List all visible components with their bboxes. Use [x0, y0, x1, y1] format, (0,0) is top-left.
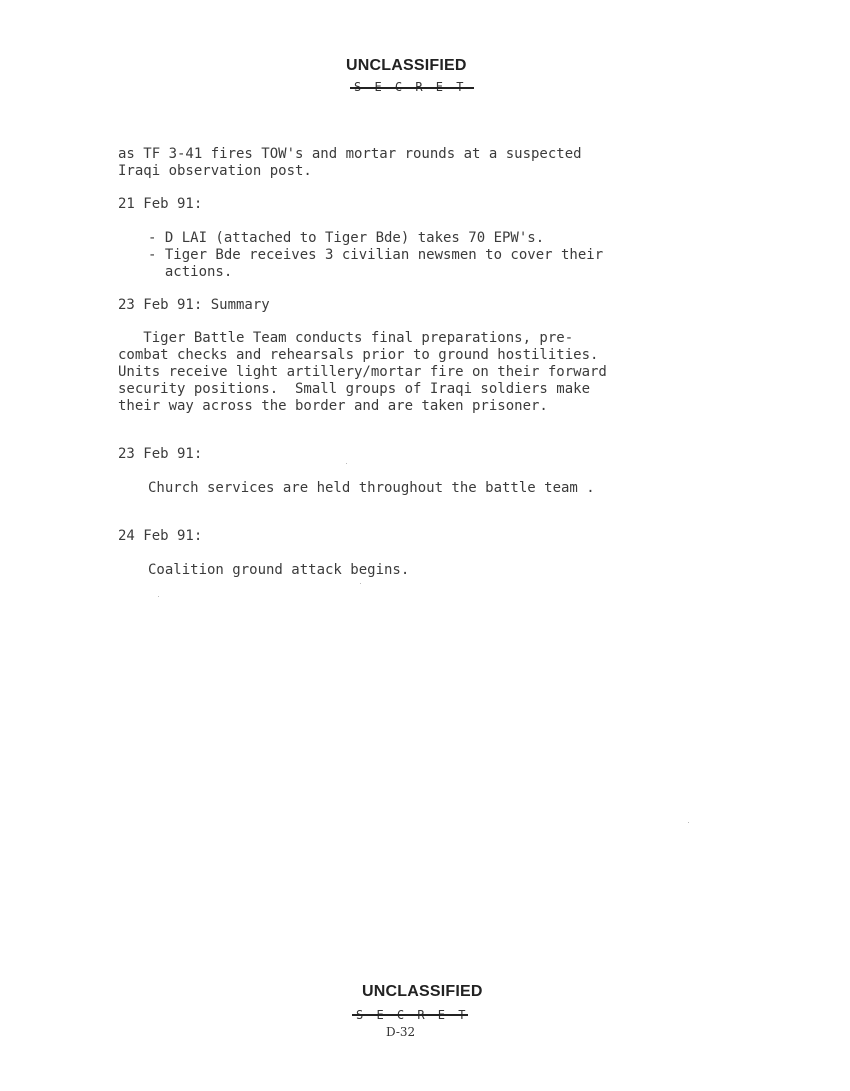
- header-classification: UNCLASSIFIED: [346, 57, 467, 74]
- summary-line-4: security positions. Small groups of Iraqi soldiers make: [118, 381, 591, 397]
- scan-speck: [688, 822, 689, 823]
- entry-23feb-date: 23 Feb 91:: [118, 446, 203, 462]
- entry-23feb-summary-date: 23 Feb 91: Summary: [118, 297, 270, 313]
- entry-21feb-bullet-1: - D LAI (attached to Tiger Bde) takes 70 EPW's.: [148, 230, 545, 246]
- entry-21feb-date: 21 Feb 91:: [118, 196, 203, 212]
- summary-line-1: Tiger Battle Team conducts final preparations, pre-: [118, 330, 574, 346]
- scan-speck: [360, 583, 361, 584]
- scan-speck: [158, 596, 159, 597]
- entry-21feb-bullet-2-line-2: actions.: [148, 264, 233, 280]
- scan-speck: [346, 463, 347, 464]
- header-strikethrough-line: [350, 87, 474, 89]
- entry-21feb-bullet-2-line-1: - Tiger Bde receives 3 civilian newsmen to cover their: [148, 247, 604, 263]
- footer-classification: UNCLASSIFIED: [362, 983, 483, 1000]
- intro-line-2: Iraqi observation post.: [118, 163, 312, 179]
- intro-line-1: as TF 3-41 fires TOW's and mortar rounds at a suspected: [118, 146, 582, 162]
- entry-24feb-text: Coalition ground attack begins.: [148, 562, 410, 578]
- footer-strikethrough-line: [352, 1014, 468, 1016]
- summary-line-3: Units receive light artillery/mortar fire on their forward: [118, 364, 607, 380]
- entry-24feb-date: 24 Feb 91:: [118, 528, 203, 544]
- page-number: D-32: [386, 1025, 416, 1039]
- entry-23feb-text: Church services are held throughout the battle team .: [148, 480, 595, 496]
- summary-line-2: combat checks and rehearsals prior to ground hostilities.: [118, 347, 599, 363]
- summary-line-5: their way across the border and are taken prisoner.: [118, 398, 548, 414]
